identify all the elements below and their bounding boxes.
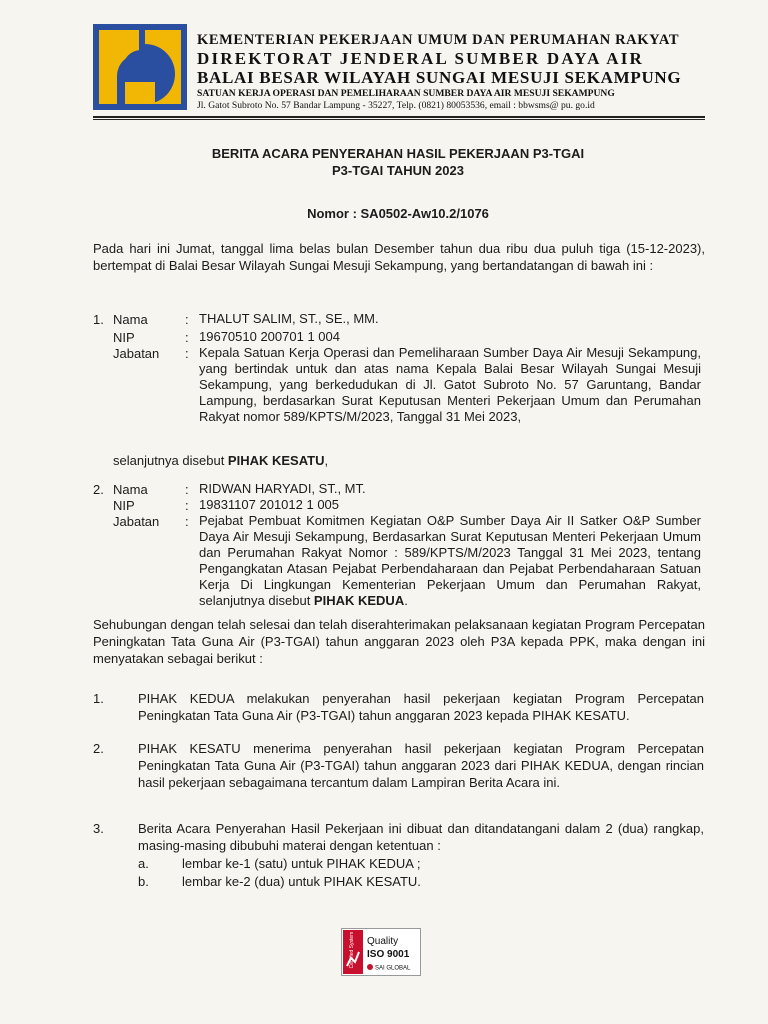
letterhead-rule-thin bbox=[93, 119, 705, 120]
letterhead-address: Jl. Gatot Subroto No. 57 Bandar Lampung - 35227, Telp. (0821) 80053536, email : bbwsms@ pu. go.id bbox=[197, 100, 595, 111]
item-number: 2. bbox=[93, 741, 104, 756]
letterhead-balai: BALAI BESAR WILAYAH SUNGAI MESUJI SEKAMPUNG bbox=[197, 68, 682, 87]
subitem-text: lembar ke-2 (dua) untuk PIHAK KESATU. bbox=[182, 874, 421, 889]
letterhead bbox=[197, 32, 709, 112]
letterhead-satuan: SATUAN KERJA OPERASI DAN PEMELIHARAAN SUMBER DAYA AIR MESUJI SEKAMPUNG bbox=[197, 88, 615, 99]
iso-9001-certification-badge bbox=[341, 928, 421, 976]
party1-nip-label: NIP bbox=[113, 330, 135, 345]
party2-jabatan-text: Pejabat Pembuat Komitmen Kegiatan O&P Sumber Daya Air II Satker O&P Sumber Daya Air Mesuji Sekampung, Berdasarkan Surat Keputusan Menteri Pekerjaan Umum dan Perumahan Rakyat Nomor : 589/KPTS/M/2023 Tanggal 31 Mei 2023, tentang Pengangkatan Atasan Pejabat Perbendaharaan dan Pejabat Perbendaharaan Satuan Kerja Di Lingkungan Kementerian Pekerjaan Umum dan Perumahan Rakyat, selanjutnya disebut bbox=[199, 513, 701, 608]
item-number: 1. bbox=[93, 691, 104, 706]
badge-line1: Quality bbox=[367, 936, 399, 947]
party2-nama-label: Nama bbox=[113, 482, 148, 497]
list-item: PIHAK KEDUA melakukan penyerahan hasil pekerjaan kegiatan Program Percepatan Peningkatan Tata Guna Air (P3-TGAI) tahun anggaran 2023 kepada PIHAK KESATU. bbox=[138, 691, 704, 723]
party2-nama: RIDWAN HARYADI, ST., MT. bbox=[199, 481, 366, 496]
colon: : bbox=[185, 482, 189, 497]
party2-jabatan bbox=[199, 513, 701, 609]
party1-jabatan-label: Jabatan bbox=[113, 346, 160, 361]
letterhead-directorate: DIREKTORAT JENDERAL SUMBER DAYA AIR bbox=[197, 49, 645, 68]
pu-logo-icon bbox=[93, 24, 187, 110]
colon: : bbox=[185, 346, 189, 361]
party1-jabatan: Kepala Satuan Kerja Operasi dan Pemeliharaan Sumber Daya Air Mesuji Sekampung, yang bertindak untuk dan atas nama Kepala Balai Besar Wilayah Sungai Mesuji Sekampung, yang berkedudukan di Jl. Gatot Subroto No. 57 Garuntang, Bandar Lampung, berdasarkan Surat Keputusan Menteri Pekerjaan Umum dan Perumahan Rakyat nomor 589/KPTS/M/2023, Tanggal 31 Mei 2023, bbox=[199, 345, 701, 424]
party1-nip: 19670510 200701 1 004 bbox=[199, 329, 340, 344]
colon: : bbox=[185, 312, 189, 327]
party2-jabatan-label: Jabatan bbox=[113, 514, 160, 529]
party1-nama: THALUT SALIM, ST., SE., MM. bbox=[199, 311, 379, 326]
list-item: Berita Acara Penyerahan Hasil Pekerjaan ini dibuat dan ditandatangani dalam 2 (dua) rangkap, masing-masing dibubuhi materai dengan ketentuan : bbox=[138, 821, 704, 853]
subitem-text: lembar ke-1 (satu) untuk PIHAK KEDUA ; bbox=[182, 856, 421, 871]
subitem-label: b. bbox=[138, 874, 149, 889]
badge-line2: ISO 9001 bbox=[367, 949, 410, 960]
party2-nip-label: NIP bbox=[113, 498, 135, 513]
colon: : bbox=[185, 514, 189, 529]
designation-pihak-kesatu: PIHAK KESATU bbox=[227, 453, 325, 468]
letterhead-rule bbox=[93, 116, 705, 118]
item-number: 3. bbox=[93, 821, 104, 836]
badge-side-text: Certified System bbox=[349, 931, 355, 969]
list-item: PIHAK KESATU menerima penyerahan hasil pekerjaan kegiatan Program Percepatan Peningkatan Tata Guna Air (P3-TGAI) tahun anggaran 2023 dari PIHAK KEDUA, dengan rincian hasil pekerjaan sebagaimana tercantum dalam Lampiran Berita Acara ini. bbox=[138, 741, 704, 790]
party2-number: 2. bbox=[93, 482, 104, 497]
party2-nip: 19831107 201012 1 005 bbox=[199, 497, 340, 512]
doc-title-line2: P3-TGAI TAHUN 2023 bbox=[332, 163, 464, 178]
badge-org: SAI GLOBAL bbox=[375, 965, 411, 972]
colon: : bbox=[185, 330, 189, 345]
designation-suffix: , bbox=[324, 453, 329, 468]
designation-suffix: . bbox=[404, 593, 408, 608]
party1-number: 1. bbox=[93, 312, 104, 327]
party1-designation bbox=[113, 452, 328, 469]
subitem-label: a. bbox=[138, 856, 149, 871]
colon: : bbox=[185, 498, 189, 513]
doc-title-line1: BERITA ACARA PENYERAHAN HASIL PEKERJAAN P3-TGAI bbox=[211, 146, 585, 161]
party1-nama-label: Nama bbox=[113, 312, 148, 327]
designation-prefix: selanjutnya disebut bbox=[113, 453, 228, 468]
intro-paragraph: Pada hari ini Jumat, tanggal lima belas bulan Desember tahun dua ribu dua puluh tiga (15-12-2023), bertempat di Balai Besar Wilayah Sungai Mesuji Sekampung, yang bertandatangan di bawah ini : bbox=[93, 241, 705, 273]
doc-number: Nomor : SA0502-Aw10.2/1076 bbox=[307, 206, 489, 221]
designation-pihak-kedua: PIHAK KEDUA bbox=[313, 593, 405, 608]
sehubungan-paragraph: Sehubungan dengan telah selesai dan telah diserahterimakan pelaksanaan kegiatan Program Percepatan Peningkatan Tata Guna Air (P3-TGAI) tahun anggaran 2023 oleh P3A kepada PPK, maka dengan ini menyatakan sebagai berikut : bbox=[93, 617, 705, 666]
letterhead-ministry: KEMENTERIAN PEKERJAAN UMUM DAN PERUMAHAN RAKYAT bbox=[197, 32, 680, 48]
